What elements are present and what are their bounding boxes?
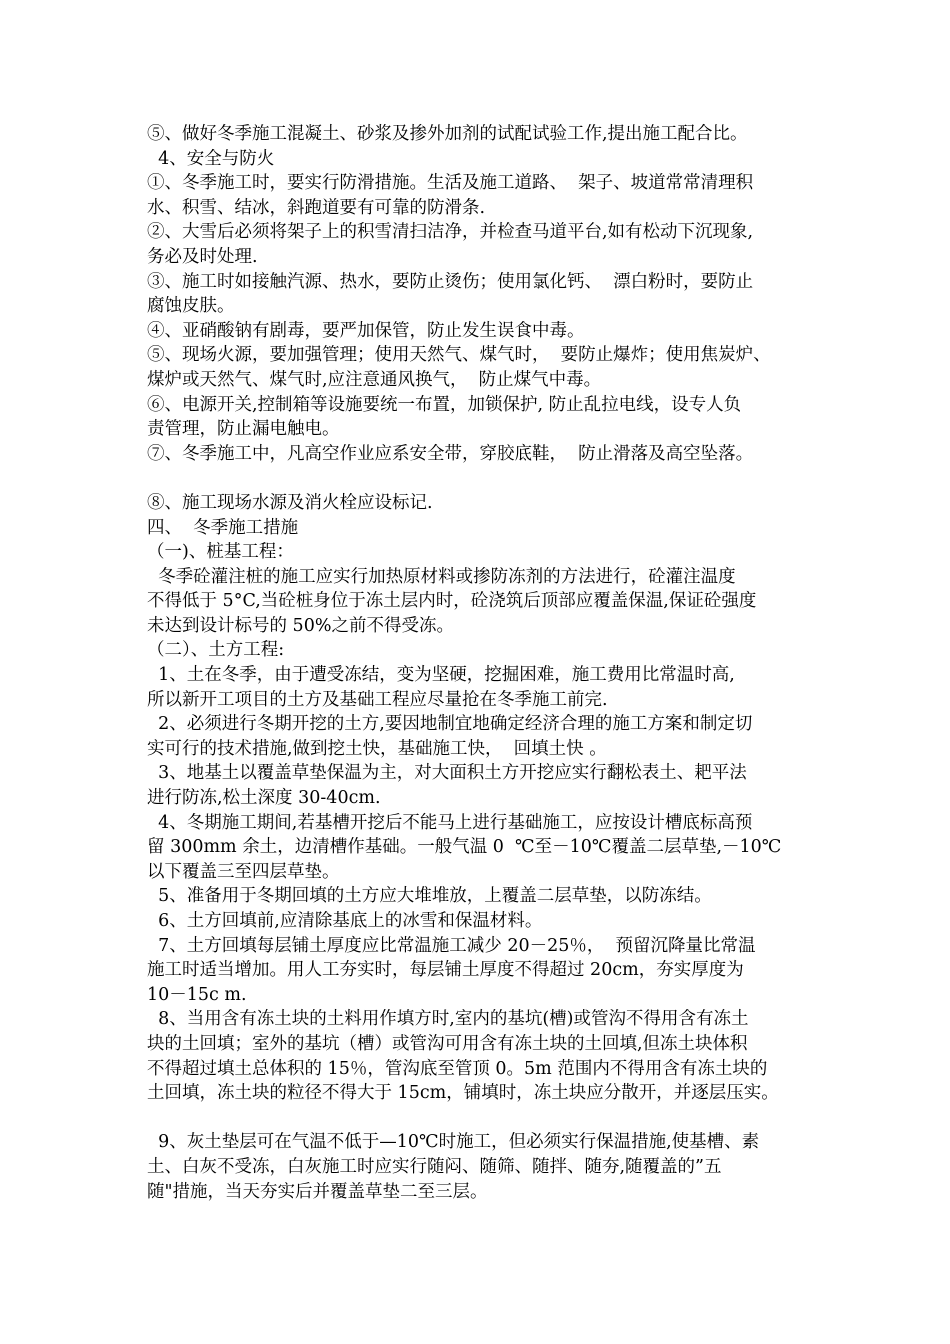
text-line: ①、冬季施工时，要实行防滑措施。生活及施工道路、 架子、坡道常常清理积 xyxy=(147,173,754,194)
text-line: 未达到设计标号的 50%之前不得受冻。 xyxy=(147,615,454,636)
text-line: 煤炉或天然气、煤气时,应注意通风换气， 防止煤气中毒。 xyxy=(147,369,602,390)
text-line: ⑤、现场火源，要加强管理；使用天然气、煤气时， 要防止爆炸；使用焦炭炉、 xyxy=(147,345,771,366)
text-line: 块的土回填；室外的基坑（槽）或管沟可用含有冻土块的土回填,但冻土块体积 xyxy=(147,1033,748,1054)
text-line: 4、冬期施工期间,若基槽开挖后不能马上进行基础施工，应按设计槽底标高预 xyxy=(147,812,753,833)
text-line: 施工时适当增加。用人工夯实时，每层铺土厚度不得超过 20cm，夯实厚度为 xyxy=(147,960,744,981)
text-line: 不得低于 5°C,当砼桩身位于冻土层内时，砼浇筑后顶部应覆盖保温,保证砼强度 xyxy=(147,591,757,612)
text-line: 土、白灰不受冻，白灰施工时应实行随闷、随筛、随拌、随夯,随覆盖的”五 xyxy=(147,1156,722,1177)
text-line: 不得超过填土总体积的 15％，管沟底至管顶 0。5m 范围内不得用含有冻土块的 xyxy=(147,1058,768,1079)
text-line: 1、土在冬季，由于遭受冻结，变为坚硬，挖掘困难，施工费用比常温时高, xyxy=(147,665,735,686)
text-line: ⑤、做好冬季施工混凝土、砂浆及掺外加剂的试配试验工作,提出施工配合比。 xyxy=(147,124,748,144)
text-line: 9、灰土垫层可在气温不低于—10℃时施工，但必须实行保温措施,使基槽、素 xyxy=(147,1132,760,1153)
blank-line xyxy=(147,466,827,491)
text-line: ④、亚硝酸钠有剧毒，要严加保管，防止发生误食中毒。 xyxy=(147,320,585,341)
text-line: 责管理，防止漏电触电。 xyxy=(147,419,340,440)
text-line: 土回填，冻土块的粒径不得大于 15cm，铺填时，冻土块应分散开，并逐层压实。 xyxy=(147,1083,779,1104)
text-line: 冬季砼灌注桩的施工应实行加热原材料或掺防冻剂的方法进行，砼灌注温度 xyxy=(147,566,736,587)
text-line: ⑧、施工现场水源及消火栓应设标记. xyxy=(147,492,433,513)
text-line: 6、土方回填前,应清除基底上的冰雪和保温材料。 xyxy=(147,911,543,931)
text-line: 以下覆盖三至四层草垫。 xyxy=(147,861,340,882)
text-line: 水、积雪、结冰，斜跑道要有可靠的防滑条. xyxy=(147,197,486,218)
text-line: 四、 冬季施工措施 xyxy=(147,517,299,538)
text-line: 腐蚀皮肤。 xyxy=(147,296,235,317)
text-line: ③、施工时如接触汽源、热水，要防止烫伤；使用氯化钙、 漂白粉时，要防止 xyxy=(147,271,754,292)
text-line: 务必及时处理. xyxy=(147,246,258,267)
text-line: 7、土方回填每层铺土厚度应比常温施工减少 20－25％， 预留沉降量比常温 xyxy=(147,935,756,956)
text-line: 实可行的技术措施,做到挖土快，基础施工快， 回填土快 。 xyxy=(147,738,607,759)
text-line: 2、必须进行冬期开挖的土方,要因地制宜地确定经济合理的施工方案和制定切 xyxy=(147,714,753,735)
text-line: ⑥、电源开关,控制箱等设施要统一布置，加锁保护, 防止乱拉电线，设专人负 xyxy=(147,394,742,415)
text-line: 进行防冻,松土深度 30-40cm. xyxy=(147,788,381,809)
text-line: 5、准备用于冬期回填的土方应大堆堆放，上覆盖二层草垫，以防冻结。 xyxy=(147,886,712,907)
text-line: 3、地基土以覆盖草垫保温为主，对大面积土方开挖应实行翻松表土、耙平法 xyxy=(147,763,747,784)
text-line: 4、安全与防火 xyxy=(147,148,275,169)
text-line: （二）、土方工程: xyxy=(147,640,285,661)
text-line: 随"措施，当天夯实后并覆盖草垫二至三层。 xyxy=(147,1181,488,1202)
text-line: 所以新开工项目的土方及基础工程应尽量抢在冬季施工前完. xyxy=(147,689,608,710)
text-line: 8、当用含有冻土块的土料用作填方时,室内的基坑(槽)或管沟不得用含有冻土 xyxy=(147,1009,749,1030)
text-line: 留 300mm 余土，边清槽作基础。一般气温 0 ℃至－10℃覆盖二层草垫,－10℃ xyxy=(147,837,782,858)
text-line: ②、大雪后必须将架子上的积雪清扫洁净，并检查马道平台,如有松动下沉现象, xyxy=(147,222,754,243)
text-line: ⑦、冬季施工中，凡高空作业应系安全带，穿胶底鞋， 防止滑落及高空坠落。 xyxy=(147,443,754,464)
text-line: （一)、桩基工程： xyxy=(147,542,294,563)
document-body xyxy=(147,122,827,1204)
text-line: 10－15c m. xyxy=(147,984,247,1005)
blank-line xyxy=(147,1106,827,1131)
